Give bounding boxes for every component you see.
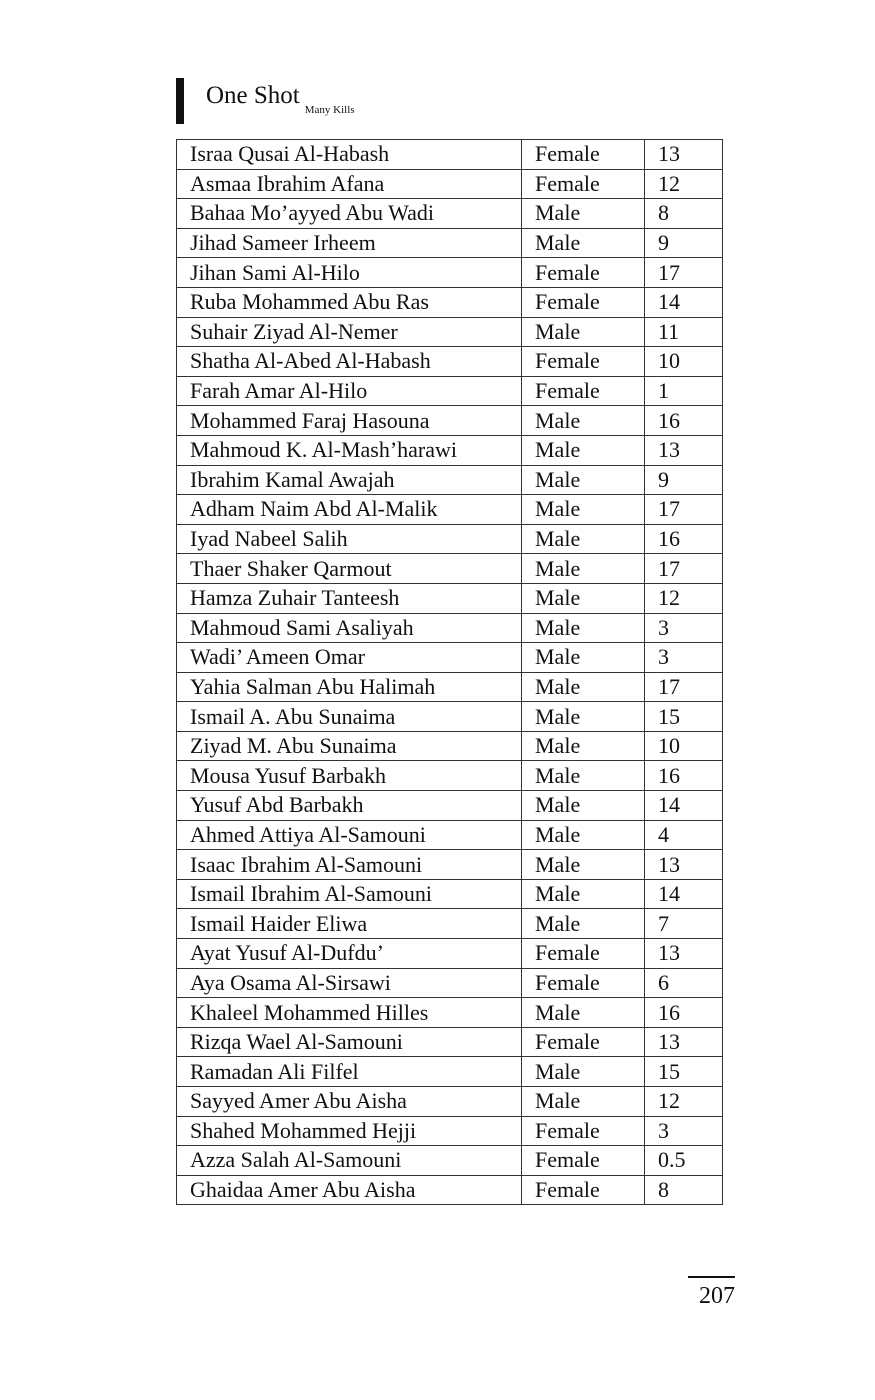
table-row	[177, 1146, 723, 1176]
name-cell: Wadi’ Ameen Omar	[177, 643, 522, 673]
sex-cell: Female	[522, 1146, 645, 1176]
age-cell: 14	[645, 791, 723, 821]
table-row	[177, 199, 723, 229]
sex-cell: Male	[522, 199, 645, 229]
sex-cell: Female	[522, 376, 645, 406]
sex-cell: Male	[522, 495, 645, 525]
table-row	[177, 317, 723, 347]
age-cell: 13	[645, 850, 723, 880]
sex-cell: Male	[522, 998, 645, 1028]
name-cell: Ramadan Ali Filfel	[177, 1057, 522, 1087]
sex-cell: Male	[522, 406, 645, 436]
name-cell: Bahaa Mo’ayyed Abu Wadi	[177, 199, 522, 229]
name-cell: Mohammed Faraj Hasouna	[177, 406, 522, 436]
name-cell: Ismail Ibrahim Al-Samouni	[177, 879, 522, 909]
table-row	[177, 435, 723, 465]
name-cell: Azza Salah Al-Samouni	[177, 1146, 522, 1176]
age-cell: 16	[645, 406, 723, 436]
name-cell: Israa Qusai Al-Habash	[177, 140, 522, 170]
table-row	[177, 761, 723, 791]
name-cell: Ziyad M. Abu Sunaima	[177, 731, 522, 761]
table-row	[177, 731, 723, 761]
running-header	[176, 76, 355, 124]
table-row	[177, 1116, 723, 1146]
age-cell: 1	[645, 376, 723, 406]
age-cell: 9	[645, 228, 723, 258]
name-cell: Mahmoud K. Al-Mash’harawi	[177, 435, 522, 465]
table-row	[177, 554, 723, 584]
age-cell: 9	[645, 465, 723, 495]
name-cell: Isaac Ibrahim Al-Samouni	[177, 850, 522, 880]
sex-cell: Male	[522, 643, 645, 673]
name-cell: Khaleel Mohammed Hilles	[177, 998, 522, 1028]
age-cell: 13	[645, 435, 723, 465]
name-cell: Ayat Yusuf Al-Dufdu’	[177, 939, 522, 969]
name-cell: Farah Amar Al-Hilo	[177, 376, 522, 406]
name-cell: Mahmoud Sami Asaliyah	[177, 613, 522, 643]
table-row	[177, 879, 723, 909]
table-row	[177, 850, 723, 880]
table-row	[177, 258, 723, 288]
table-row	[177, 909, 723, 939]
table-row	[177, 1057, 723, 1087]
age-cell: 12	[645, 1087, 723, 1117]
name-cell: Ismail A. Abu Sunaima	[177, 702, 522, 732]
age-cell: 3	[645, 1116, 723, 1146]
sex-cell: Male	[522, 672, 645, 702]
age-cell: 10	[645, 731, 723, 761]
name-cell: Shahed Mohammed Hejji	[177, 1116, 522, 1146]
age-cell: 3	[645, 613, 723, 643]
name-cell: Ruba Mohammed Abu Ras	[177, 287, 522, 317]
name-cell: Ibrahim Kamal Awajah	[177, 465, 522, 495]
age-cell: 12	[645, 169, 723, 199]
table-row	[177, 524, 723, 554]
table-row	[177, 140, 723, 170]
table-row	[177, 1087, 723, 1117]
sex-cell: Male	[522, 791, 645, 821]
sex-cell: Female	[522, 968, 645, 998]
name-cell: Adham Naim Abd Al-Malik	[177, 495, 522, 525]
name-cell: Ismail Haider Eliwa	[177, 909, 522, 939]
sex-cell: Male	[522, 909, 645, 939]
age-cell: 13	[645, 939, 723, 969]
name-cell: Yusuf Abd Barbakh	[177, 791, 522, 821]
age-cell: 6	[645, 968, 723, 998]
age-cell: 8	[645, 1175, 723, 1205]
age-cell: 0.5	[645, 1146, 723, 1176]
table-row	[177, 643, 723, 673]
name-cell: Thaer Shaker Qarmout	[177, 554, 522, 584]
sex-cell: Male	[522, 820, 645, 850]
sex-cell: Male	[522, 761, 645, 791]
table-row	[177, 939, 723, 969]
age-cell: 15	[645, 1057, 723, 1087]
table-row	[177, 465, 723, 495]
sex-cell: Female	[522, 1175, 645, 1205]
table-row	[177, 347, 723, 377]
table-row	[177, 287, 723, 317]
age-cell: 17	[645, 554, 723, 584]
name-cell: Shatha Al-Abed Al-Habash	[177, 347, 522, 377]
age-cell: 14	[645, 287, 723, 317]
table-row	[177, 583, 723, 613]
age-cell: 16	[645, 524, 723, 554]
age-cell: 13	[645, 1027, 723, 1057]
table-row	[177, 1175, 723, 1205]
table-row	[177, 702, 723, 732]
name-cell: Ghaidaa Amer Abu Aisha	[177, 1175, 522, 1205]
name-cell: Hamza Zuhair Tanteesh	[177, 583, 522, 613]
age-cell: 8	[645, 199, 723, 229]
table-row	[177, 169, 723, 199]
age-cell: 13	[645, 140, 723, 170]
age-cell: 3	[645, 643, 723, 673]
age-cell: 17	[645, 258, 723, 288]
table-body	[177, 140, 723, 1205]
sex-cell: Female	[522, 287, 645, 317]
victims-table-container	[176, 139, 722, 1205]
table-row	[177, 791, 723, 821]
age-cell: 4	[645, 820, 723, 850]
name-cell: Suhair Ziyad Al-Nemer	[177, 317, 522, 347]
sex-cell: Male	[522, 731, 645, 761]
sex-cell: Male	[522, 554, 645, 584]
name-cell: Yahia Salman Abu Halimah	[177, 672, 522, 702]
age-cell: 14	[645, 879, 723, 909]
name-cell: Sayyed Amer Abu Aisha	[177, 1087, 522, 1117]
page-footer	[688, 1276, 735, 1308]
sex-cell: Male	[522, 702, 645, 732]
sex-cell: Male	[522, 435, 645, 465]
sex-cell: Female	[522, 258, 645, 288]
age-cell: 12	[645, 583, 723, 613]
page-number: 207	[699, 1283, 735, 1309]
header-bar	[176, 78, 184, 124]
name-cell: Asmaa Ibrahim Afana	[177, 169, 522, 199]
table-row	[177, 228, 723, 258]
sex-cell: Male	[522, 228, 645, 258]
name-cell: Jihad Sameer Irheem	[177, 228, 522, 258]
name-cell: Rizqa Wael Al-Samouni	[177, 1027, 522, 1057]
victims-table	[176, 139, 723, 1205]
book-subtitle: Many Kills	[304, 104, 355, 116]
sex-cell: Female	[522, 347, 645, 377]
sex-cell: Male	[522, 850, 645, 880]
table-row	[177, 613, 723, 643]
sex-cell: Female	[522, 140, 645, 170]
sex-cell: Female	[522, 169, 645, 199]
name-cell: Iyad Nabeel Salih	[177, 524, 522, 554]
sex-cell: Male	[522, 524, 645, 554]
table-row	[177, 495, 723, 525]
name-cell: Mousa Yusuf Barbakh	[177, 761, 522, 791]
name-cell: Aya Osama Al-Sirsawi	[177, 968, 522, 998]
sex-cell: Female	[522, 1116, 645, 1146]
sex-cell: Male	[522, 317, 645, 347]
age-cell: 7	[645, 909, 723, 939]
table-row	[177, 376, 723, 406]
sex-cell: Male	[522, 1057, 645, 1087]
age-cell: 17	[645, 495, 723, 525]
name-cell: Ahmed Attiya Al-Samouni	[177, 820, 522, 850]
table-row	[177, 672, 723, 702]
age-cell: 16	[645, 761, 723, 791]
table-row	[177, 968, 723, 998]
book-title: One Shot	[206, 82, 300, 109]
table-row	[177, 820, 723, 850]
table-row	[177, 406, 723, 436]
age-cell: 15	[645, 702, 723, 732]
age-cell: 10	[645, 347, 723, 377]
age-cell: 11	[645, 317, 723, 347]
table-row	[177, 1027, 723, 1057]
sex-cell: Male	[522, 613, 645, 643]
name-cell: Jihan Sami Al-Hilo	[177, 258, 522, 288]
sex-cell: Male	[522, 583, 645, 613]
sex-cell: Female	[522, 1027, 645, 1057]
sex-cell: Male	[522, 1087, 645, 1117]
sex-cell: Male	[522, 879, 645, 909]
sex-cell: Male	[522, 465, 645, 495]
sex-cell: Female	[522, 939, 645, 969]
age-cell: 17	[645, 672, 723, 702]
age-cell: 16	[645, 998, 723, 1028]
table-row	[177, 998, 723, 1028]
